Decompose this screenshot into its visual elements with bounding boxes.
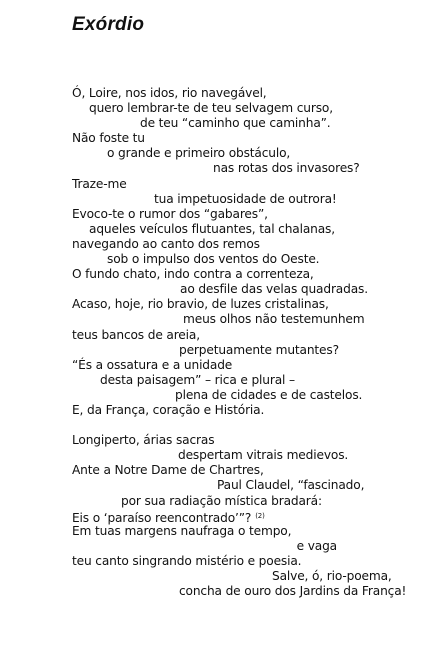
poem-line: Acaso, hoje, rio bravio, de luzes cristalinas, bbox=[72, 297, 329, 312]
poem-line: Longiperto, árias sacras bbox=[72, 433, 215, 448]
poem-line: aqueles veículos flutuantes, tal chalanas, bbox=[89, 221, 335, 236]
poem-line: Ó, Loire, nos idos, rio navegável, bbox=[72, 86, 267, 100]
poem-line: Em tuas margens naufraga o tempo, bbox=[72, 523, 292, 538]
poem-line: sob o impulso dos ventos do Oeste. bbox=[107, 252, 320, 267]
poem-line: por sua radiação mística bradará: bbox=[121, 493, 322, 508]
poem-line: plena de cidades e de castelos. bbox=[175, 387, 363, 402]
poem-body bbox=[72, 86, 417, 599]
poem-line: O fundo chato, indo contra a correnteza, bbox=[72, 267, 314, 282]
poem-line: ao desfile das velas quadradas. bbox=[180, 282, 368, 297]
poem-line bbox=[72, 509, 417, 524]
poem-line: quero lembrar-te de teu selvagem curso, bbox=[89, 101, 333, 116]
poem-line-text: Eis o ‘paraíso reencontrado’”? bbox=[72, 510, 252, 525]
poem-line: Evoco-te o rumor dos “gabares”, bbox=[72, 206, 268, 221]
poem-line: perpetuamente mutantes? bbox=[179, 342, 339, 357]
footnote-marker: (2) bbox=[255, 511, 265, 520]
poem-title: Exórdio bbox=[72, 14, 145, 35]
poem-line: nas rotas dos invasores? bbox=[213, 161, 360, 176]
poem-line: despertam vitrais medievos. bbox=[178, 448, 349, 463]
poem-line: teu canto singrando mistério e poesia. bbox=[72, 553, 302, 568]
poem-line: tua impetuosidade de outrora! bbox=[154, 191, 337, 206]
poem-line: o grande e primeiro obstáculo, bbox=[107, 146, 291, 161]
poem-line: Salve, ó, rio-poema, bbox=[272, 569, 392, 583]
poem-line: meus olhos não testemunhem bbox=[183, 312, 365, 327]
poem-line: Ante a Notre Dame de Chartres, bbox=[72, 463, 264, 478]
poem-line: “És a ossatura e a unidade bbox=[72, 357, 233, 372]
poem-line: e vaga bbox=[296, 538, 337, 553]
poem-line: E, da França, coração e História. bbox=[72, 402, 265, 417]
poem-line: navegando ao canto dos remos bbox=[72, 236, 260, 251]
poem-line: de teu “caminho que caminha”. bbox=[140, 116, 331, 131]
poem-line: desta paisagem” – rica e plural – bbox=[100, 372, 295, 387]
poem-line: Traze-me bbox=[72, 176, 127, 191]
stanza-break bbox=[72, 418, 417, 433]
poem-line: Não foste tu bbox=[72, 131, 145, 146]
poem-line: concha de ouro dos Jardins da França! bbox=[179, 584, 407, 599]
poem-line: Paul Claudel, “fascinado, bbox=[217, 478, 365, 493]
poem-line: teus bancos de areia, bbox=[72, 327, 200, 342]
